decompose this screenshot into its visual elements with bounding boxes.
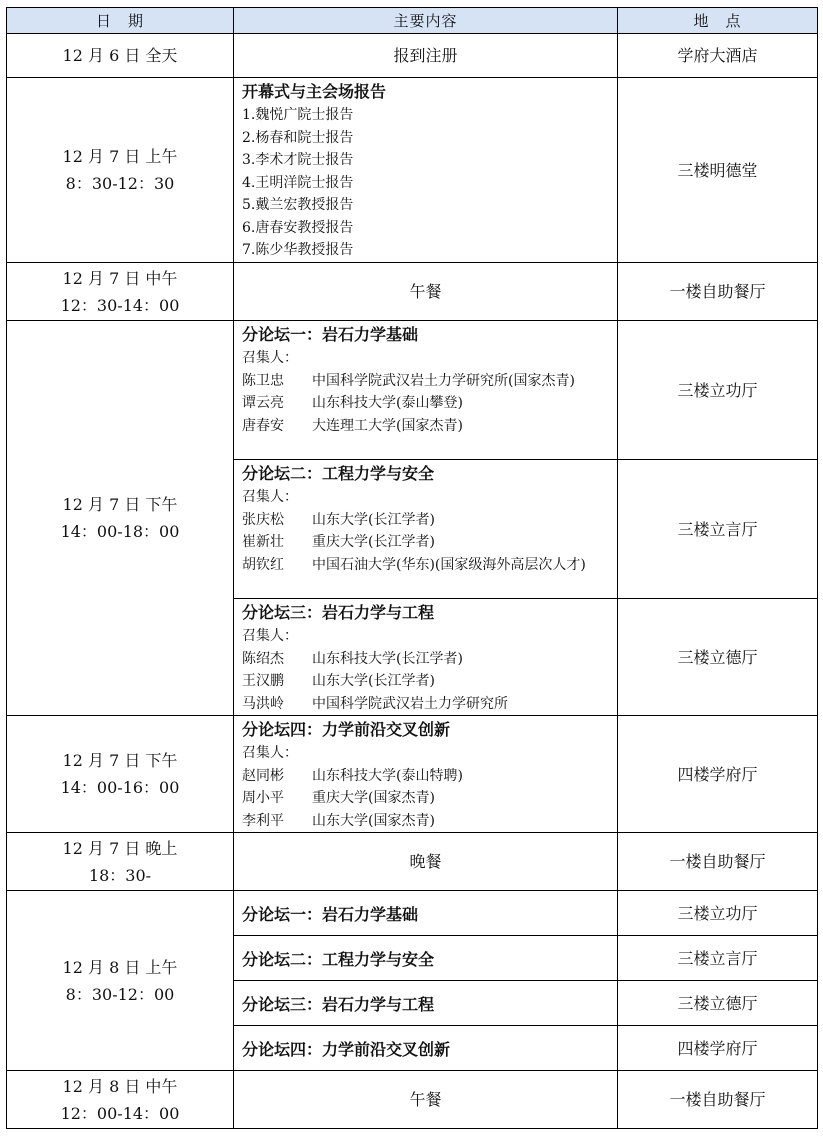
- content-cell: [234, 716, 618, 833]
- location-cell: 三楼立功厅: [618, 321, 818, 460]
- list-item: 5.戴兰宏教授报告: [242, 197, 354, 213]
- list-item: 陈卫忠 中国科学院武汉岩土力学研究所(国家杰青): [242, 372, 575, 389]
- table-row: [7, 78, 818, 263]
- location-cell: 四楼学府厅: [618, 716, 818, 833]
- content-cell: 午餐: [234, 263, 618, 321]
- session-title: 开幕式与主会场报告: [242, 82, 387, 101]
- date-cell: 12 月 7 日 中午 12：30-14：00: [7, 263, 234, 321]
- content-cell: [234, 599, 618, 716]
- content-cell: [234, 460, 618, 599]
- session-title: 分论坛三：岩石力学与工程: [242, 603, 435, 622]
- location-cell: 一楼自助餐厅: [618, 263, 818, 321]
- list-item: 4.王明洋院士报告: [242, 174, 354, 191]
- location-cell: 三楼明德堂: [618, 78, 818, 263]
- list-item: 李利平 山东大学(国家杰青): [242, 812, 435, 829]
- location-cell: 一楼自助餐厅: [618, 833, 818, 891]
- list-item: 6.唐春安教授报告: [242, 219, 354, 236]
- location-cell: 三楼立德厅: [618, 981, 818, 1026]
- location-cell: 一楼自助餐厅: [618, 1071, 818, 1129]
- table-row: [7, 1071, 818, 1129]
- header-content: 主要内容: [234, 8, 618, 34]
- content-cell: 晚餐: [234, 833, 618, 891]
- table-row: [7, 263, 818, 321]
- list-item: 3.李术才院士报告: [242, 152, 354, 168]
- list-item: 胡钦红 中国石油大学(华东)(国家级海外高层次人才): [242, 556, 586, 573]
- session-title: 分论坛二：工程力学与安全: [234, 936, 618, 981]
- list-item: 张庆松 山东大学(长江学者): [242, 511, 435, 528]
- date-cell: 12 月 8 日 上午 8：30-12：00: [7, 891, 234, 1071]
- list-item: 谭云亮 山东科技大学(泰山攀登): [242, 395, 463, 411]
- table-row: [7, 891, 818, 936]
- list-item: 1.魏悦广院士报告: [242, 107, 354, 123]
- content-cell: 报到注册: [234, 34, 618, 78]
- list-item: 7.陈少华教授报告: [242, 242, 354, 258]
- session-title: 分论坛四：力学前沿交叉创新: [234, 1026, 618, 1071]
- convener-label: 召集人：: [242, 489, 298, 505]
- content-cell: [234, 78, 618, 263]
- list-item: 赵同彬 山东科技大学(泰山特聘): [242, 767, 463, 784]
- date-cell: 12 月 7 日 下午 14：00-18：00: [7, 321, 234, 716]
- date-cell: 12 月 7 日 上午 8：30-12：30: [7, 78, 234, 263]
- table-row: [7, 716, 818, 833]
- session-title: 分论坛二：工程力学与安全: [242, 464, 435, 483]
- convener-label: 召集人：: [242, 745, 298, 761]
- session-title: 分论坛一：岩石力学基础: [234, 891, 618, 936]
- location-cell: 三楼立言厅: [618, 460, 818, 599]
- session-title: 分论坛三：岩石力学与工程: [234, 981, 618, 1026]
- list-item: 周小平 重庆大学(国家杰青): [242, 790, 435, 806]
- header-date: 日 期: [7, 8, 234, 34]
- session-title: 分论坛一：岩石力学基础: [242, 325, 419, 344]
- location-cell: 三楼立言厅: [618, 936, 818, 981]
- date-cell: 12 月 6 日 全天: [7, 34, 234, 78]
- content-cell: [234, 321, 618, 460]
- session-title: 分论坛四：力学前沿交叉创新: [242, 720, 451, 739]
- date-cell: 12 月 7 日 下午 14：00-16：00: [7, 716, 234, 833]
- date-cell: 12 月 7 日 晚上 18：30-: [7, 833, 234, 891]
- table-row: [7, 833, 818, 891]
- list-item: 崔新壮 重庆大学(长江学者): [242, 534, 435, 550]
- schedule-table: [6, 7, 818, 1129]
- location-cell: 学府大酒店: [618, 34, 818, 78]
- convener-label: 召集人：: [242, 628, 298, 644]
- list-item: 2.杨春和院士报告: [242, 129, 354, 146]
- location-cell: 三楼立功厅: [618, 891, 818, 936]
- list-item: 陈绍杰 山东科技大学(长江学者): [242, 650, 463, 667]
- list-item: 唐春安 大连理工大学(国家杰青): [242, 417, 463, 434]
- location-cell: 四楼学府厅: [618, 1026, 818, 1071]
- table-row: [7, 34, 818, 78]
- location-cell: 三楼立德厅: [618, 599, 818, 716]
- date-cell: 12 月 8 日 中午 12：00-14：00: [7, 1071, 234, 1129]
- content-cell: 午餐: [234, 1071, 618, 1129]
- header-location: 地 点: [618, 8, 818, 34]
- header-row: [7, 8, 818, 34]
- convener-label: 召集人：: [242, 350, 298, 366]
- list-item: 王汉鹏 山东大学(长江学者): [242, 673, 435, 689]
- list-item: 马洪岭 中国科学院武汉岩土力学研究所: [242, 695, 508, 712]
- table-row: [7, 321, 818, 460]
